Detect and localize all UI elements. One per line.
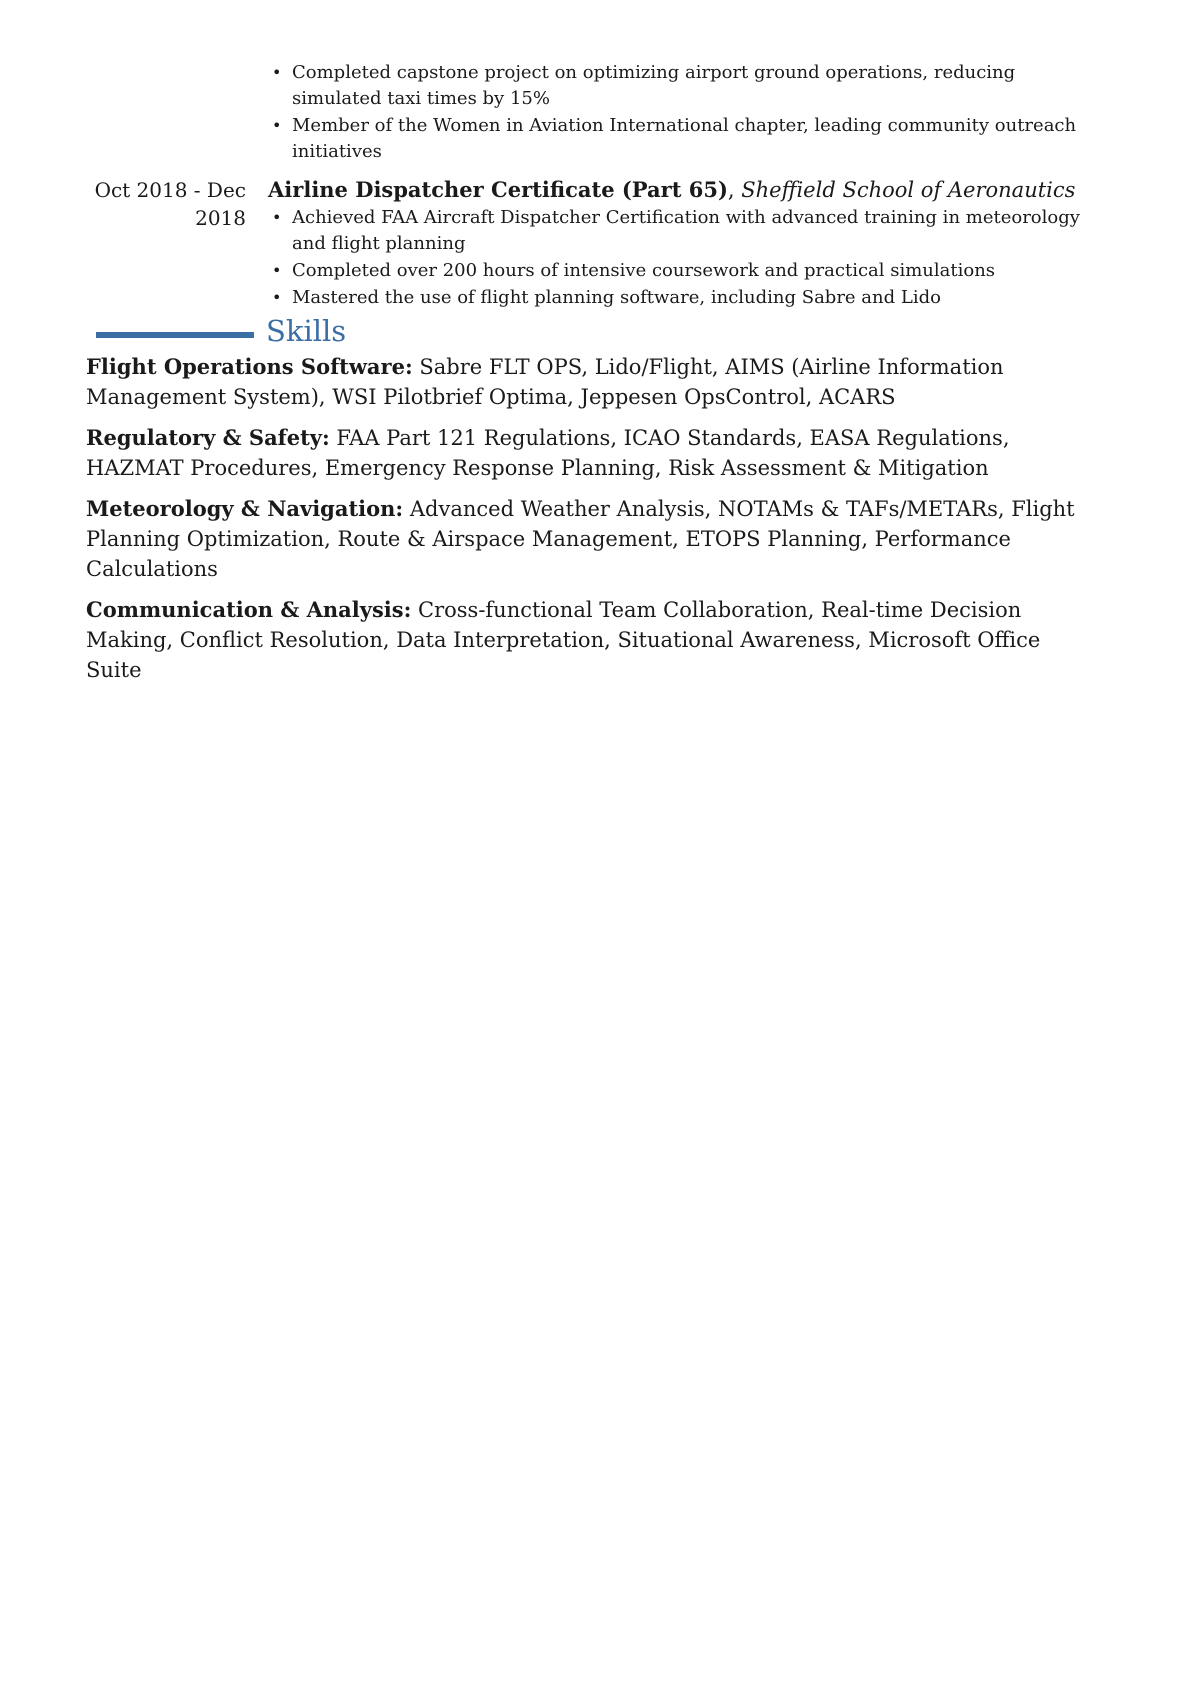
skill-label: Flight Operations Software: <box>86 354 413 379</box>
section-title: Skills <box>266 314 347 348</box>
education-date: Oct 2018 - Dec 2018 <box>94 178 246 230</box>
list-item: • Member of the Women in Aviation International chapter, leading community outreach initiatives <box>268 113 1098 165</box>
previous-education-bullets <box>268 60 1098 166</box>
list-item: • Achieved FAA Aircraft Dispatcher Certification with advanced training in meteorology and flight planning <box>268 205 1098 257</box>
school-name: Sheffield School of Aeronautics <box>741 178 1076 202</box>
bullet-list <box>268 205 1098 311</box>
skill-item <box>86 352 1102 412</box>
skill-label: Communication & Analysis: <box>86 597 412 622</box>
skill-item <box>86 423 1102 483</box>
skill-item <box>86 595 1102 685</box>
skill-label: Meteorology & Navigation: <box>86 496 404 521</box>
list-item: • Completed over 200 hours of intensive coursework and practical simulations <box>268 258 1098 284</box>
skill-value: Cross-functional Team Collaboration, Real-time Decision Making, Conflict Resolution, Data Interpretation, Situational Awareness, Microsoft Office Suite <box>86 598 1041 682</box>
list-item: • Mastered the use of flight planning software, including Sabre and Lido <box>268 285 1098 311</box>
degree-title: Airline Dispatcher Certificate (Part 65) <box>268 177 728 202</box>
list-item: • Completed capstone project on optimizing airport ground operations, reducing simulated taxi times by 15% <box>268 60 1098 112</box>
skill-value: Sabre FLT OPS, Lido/Flight, AIMS (Airline Information Management System), WSI Pilotbrief Optima, Jeppesen OpsControl, ACARS <box>86 355 1004 409</box>
skills-section-heading <box>96 314 696 354</box>
bullet-list <box>268 60 1098 165</box>
skill-value: FAA Part 121 Regulations, ICAO Standards, EASA Regulations, HAZMAT Procedures, Emergency Response Planning, Risk Assessment & Mitigation <box>86 426 1010 480</box>
education-heading <box>268 176 1098 204</box>
skill-item <box>86 494 1102 584</box>
heading-separator: , <box>727 178 742 202</box>
skills-list <box>86 352 1102 696</box>
section-accent-rule <box>96 332 254 338</box>
skill-value: Advanced Weather Analysis, NOTAMs & TAFs/METARs, Flight Planning Optimization, Route & Airspace Management, ETOPS Planning, Performance Calculations <box>86 497 1075 581</box>
skill-label: Regulatory & Safety: <box>86 425 330 450</box>
education-body <box>268 176 1098 312</box>
